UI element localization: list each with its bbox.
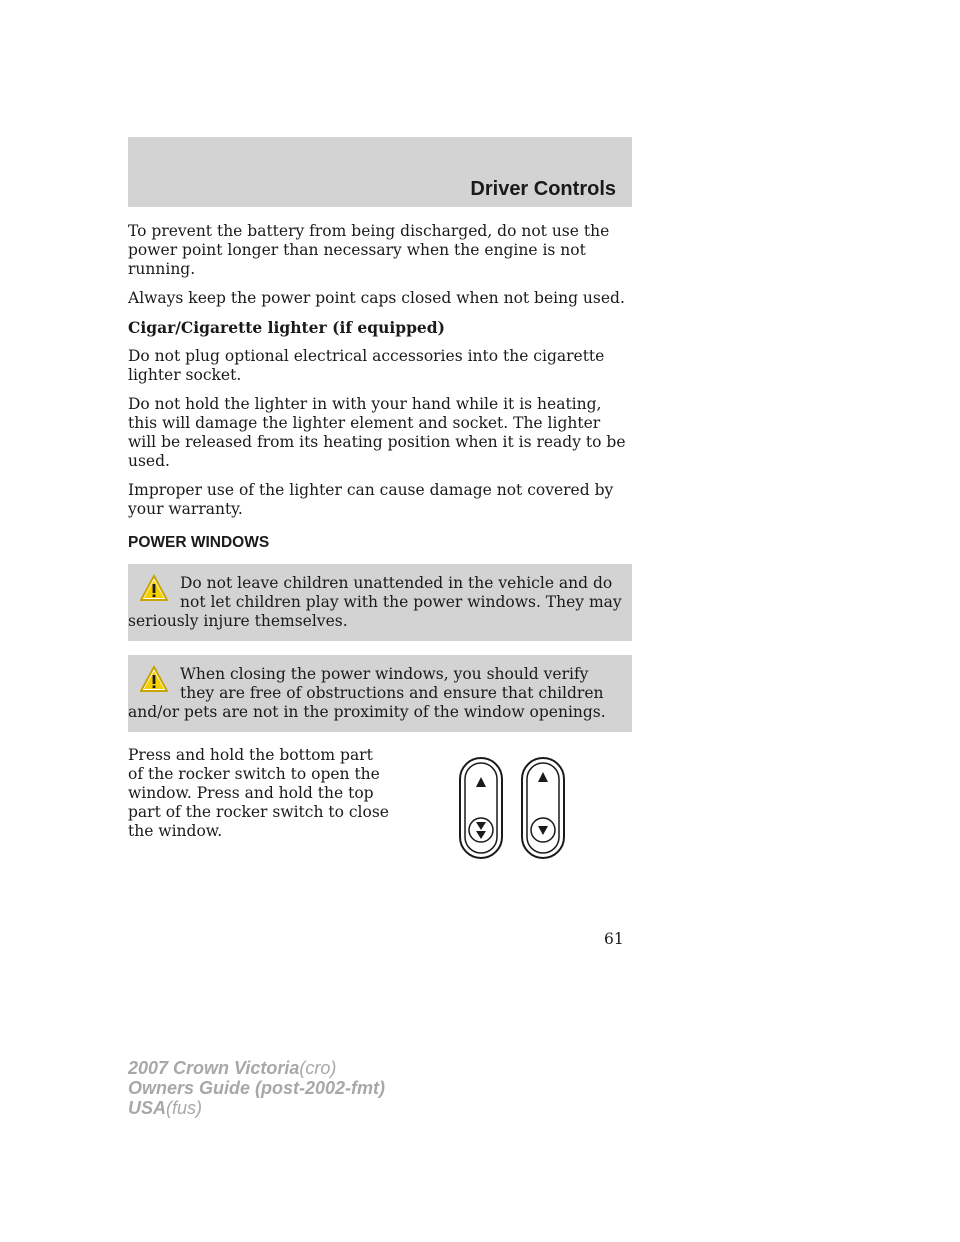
footer-guide: Owners Guide (post-2002-fmt) — [128, 1078, 386, 1098]
page-number: 61 — [604, 930, 624, 948]
warning-triangle-icon — [140, 665, 168, 693]
warning-box — [128, 655, 632, 732]
page-content — [128, 222, 632, 876]
paragraph: Do not hold the lighter in with your hand while it is heating, this will damage the lighter element and socket. The lighter will be released from its heating position when it is ready to be used. — [128, 395, 626, 470]
section-header-band — [128, 137, 632, 207]
footer-model: 2007 Crown Victoria — [128, 1058, 300, 1078]
document-footer — [128, 1058, 385, 1118]
section-title: Driver Controls — [470, 178, 616, 200]
switch-instructions: Press and hold the bottom part of the rocker switch to open the window. Press and hold the top part of the rocker switch to close the window. — [128, 746, 389, 840]
section-heading-power-windows: POWER WINDOWS — [128, 534, 270, 551]
window-switch-diagram — [454, 756, 574, 861]
warning-text: When closing the power windows, you should verify they are free of obstructions and ensure that children and/or pets are not in the proximity of the window openings. — [128, 665, 606, 721]
warning-text: Do not leave children unattended in the vehicle and do not let children play with the power windows. They may seriously injure themselves. — [128, 574, 622, 630]
warning-box — [128, 564, 632, 641]
paragraph: To prevent the battery from being discharged, do not use the power point longer than necessary when the engine is not running. — [128, 222, 610, 278]
footer-market: USA — [128, 1098, 167, 1118]
window-switch-section — [128, 746, 632, 876]
warning-triangle-icon — [140, 574, 168, 602]
footer-model-code: (cro) — [299, 1058, 337, 1078]
footer-market-code: (fus) — [166, 1098, 203, 1118]
paragraph: Do not plug optional electrical accessories into the cigarette lighter socket. — [128, 347, 605, 384]
paragraph: Improper use of the lighter can cause damage not covered by your warranty. — [128, 481, 614, 518]
paragraph: Always keep the power point caps closed when not being used. — [128, 289, 625, 307]
subheading-lighter: Cigar/Cigarette lighter (if equipped) — [128, 318, 445, 337]
